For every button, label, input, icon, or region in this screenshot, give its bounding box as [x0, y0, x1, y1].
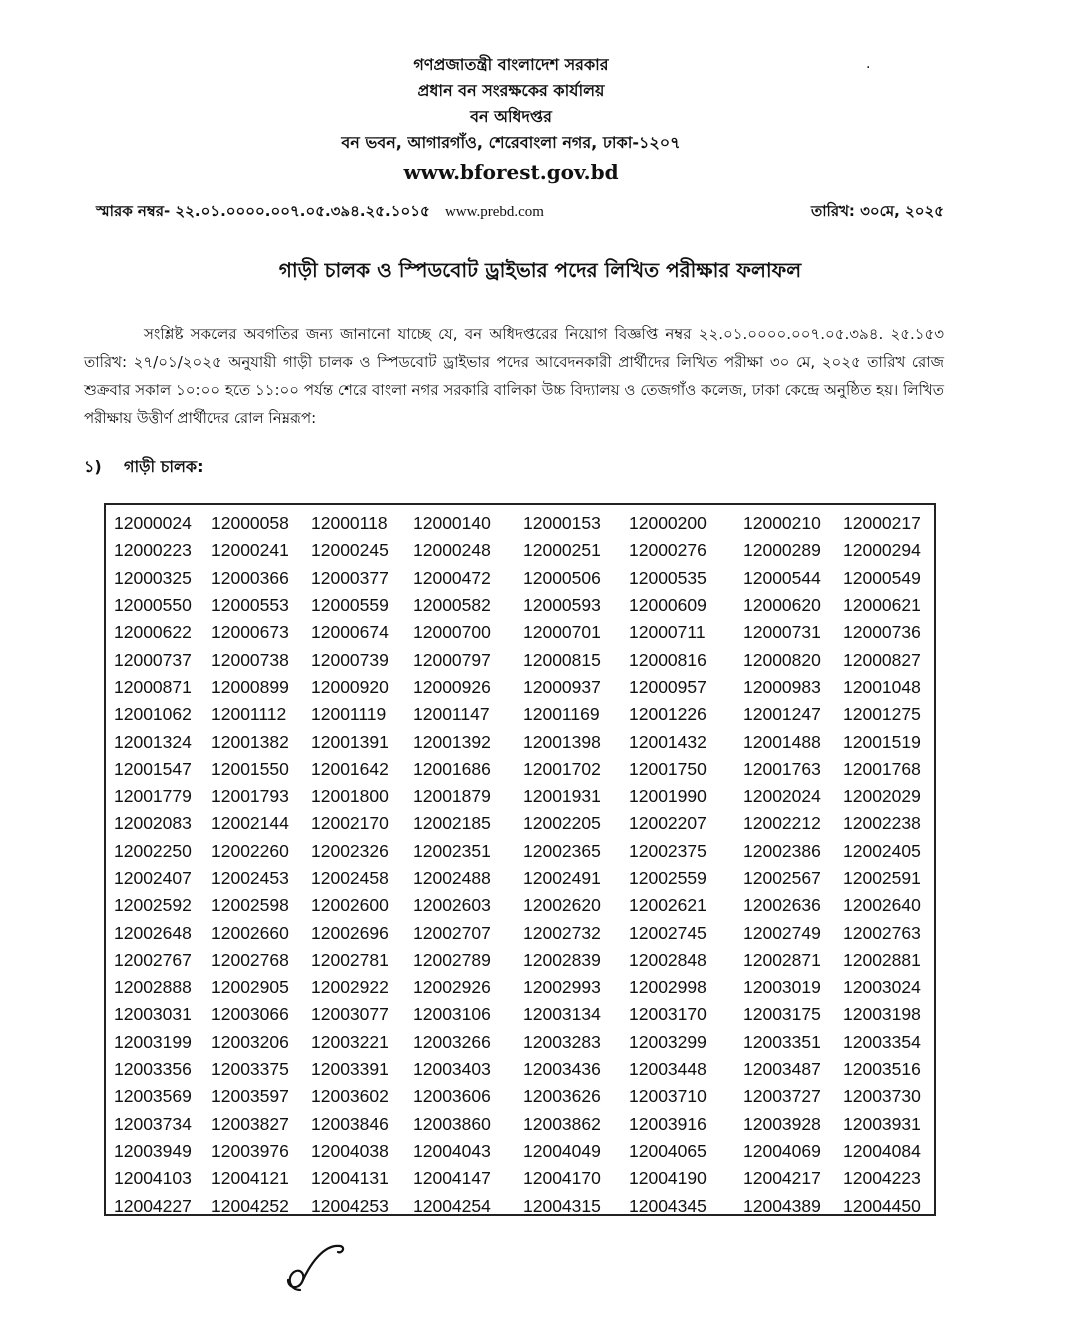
roll-number: 12000983: [743, 676, 821, 697]
table-row: [114, 756, 933, 783]
roll-number: 12003019: [743, 977, 821, 998]
roll-number: 12004315: [523, 1195, 601, 1216]
roll-number: 12002407: [114, 868, 192, 888]
roll-number: 12002170: [311, 813, 389, 834]
roll-number: 12000200: [629, 513, 707, 534]
roll-number: 12003710: [629, 1086, 707, 1107]
roll-number: 12002848: [629, 949, 707, 970]
roll-number: 12000251: [523, 540, 601, 561]
table-row: [114, 892, 933, 919]
table-row: [114, 728, 933, 755]
roll-number: 12000153: [523, 513, 601, 534]
table-row: [114, 701, 933, 728]
memo-row: [96, 200, 944, 225]
roll-number: 12002926: [413, 977, 491, 998]
roll-number: 12004170: [523, 1168, 601, 1189]
roll-number: 12000620: [743, 595, 821, 616]
roll-number: 12003916: [629, 1113, 707, 1134]
roll-number: 12002591: [843, 868, 921, 888]
table-row: [114, 1029, 933, 1056]
roll-number: 12004103: [114, 1168, 192, 1189]
section-heading: [84, 454, 204, 481]
signature: [276, 1238, 356, 1302]
roll-number: 12001990: [629, 786, 707, 807]
roll-number: 12002905: [211, 977, 289, 998]
roll-number: 12003199: [114, 1031, 192, 1052]
roll-number: 12003727: [743, 1086, 821, 1107]
roll-number: 12004131: [311, 1168, 389, 1189]
roll-number: 12000553: [211, 595, 289, 616]
roll-number: 12000325: [114, 567, 192, 588]
table-row: [114, 974, 933, 1001]
website-link[interactable]: www.bforest.gov.bd: [403, 160, 619, 184]
table-row: [114, 619, 933, 646]
roll-number: 12000816: [629, 649, 707, 670]
roll-number: 12002185: [413, 813, 491, 834]
roll-number: 12002763: [843, 922, 921, 943]
roll-number: 12001247: [743, 704, 821, 725]
roll-number: 12003351: [743, 1031, 821, 1052]
roll-number: 12001062: [114, 704, 192, 725]
roll-number: 12002260: [211, 840, 289, 861]
roll-number: 12004217: [743, 1168, 821, 1189]
watermark-text: www.prebd.com: [444, 204, 544, 220]
office-address: বন ভবন, আগারগাঁও, শেরেবাংলা নগর, ঢাকা-১২০৭: [341, 133, 681, 152]
roll-number: 12000731: [743, 622, 821, 643]
roll-number: 12000140: [413, 513, 491, 534]
roll-number: 12000223: [114, 540, 192, 561]
roll-number: 12001488: [743, 731, 821, 752]
roll-number: 12001382: [211, 731, 289, 752]
table-row: [114, 838, 933, 865]
roll-number: 12000289: [743, 540, 821, 561]
roll-number: 12000957: [629, 676, 707, 697]
roll-number: 12000871: [114, 676, 192, 697]
table-row: [114, 565, 933, 592]
roll-number: 12003175: [743, 1004, 821, 1025]
roll-number: 12002732: [523, 922, 601, 943]
roll-number: 12002888: [114, 977, 192, 998]
roll-number: 12000827: [843, 649, 921, 670]
roll-number: 12000609: [629, 595, 707, 616]
roll-number: 12002207: [629, 813, 707, 834]
roll-number: 12002660: [211, 922, 289, 943]
roll-number: 12000024: [114, 513, 192, 534]
roll-number: 12004043: [413, 1140, 491, 1161]
table-row: [114, 510, 933, 537]
table-row: [114, 1001, 933, 1028]
memo-date: তারিখ: ৩০মে, ২০২৫: [810, 202, 944, 220]
department-name: বন অধিদপ্তর: [470, 107, 552, 126]
roll-number: 12000535: [629, 567, 707, 588]
roll-number: 12002998: [629, 977, 707, 998]
roll-number: 12002326: [311, 840, 389, 861]
roll-number: 12000920: [311, 676, 389, 697]
roll-number: 12004038: [311, 1140, 389, 1161]
roll-number: 12001800: [311, 786, 389, 807]
roll-number: 12002238: [843, 813, 921, 834]
roll-number: 12000377: [311, 567, 389, 588]
roll-number: 12000737: [114, 649, 192, 670]
roll-number: 12002083: [114, 813, 192, 834]
roll-number: 12004065: [629, 1140, 707, 1161]
roll-number: 12002922: [311, 977, 389, 998]
roll-number: 12000544: [743, 567, 821, 588]
roll-number: 12003846: [311, 1113, 389, 1134]
table-row: [114, 919, 933, 946]
roll-number: 12000217: [843, 513, 921, 534]
roll-number: 12001879: [413, 786, 491, 807]
roll-number: 12002559: [629, 868, 707, 888]
roll-number: 12002351: [413, 840, 491, 861]
roll-number: 12003602: [311, 1086, 389, 1107]
roll-number: 12002491: [523, 868, 601, 888]
roll-number: 12000899: [211, 676, 289, 697]
roll-number: 12000621: [843, 595, 921, 616]
roll-number: 12001642: [311, 758, 389, 779]
roll-number: 12003170: [629, 1004, 707, 1025]
roll-number: 12000506: [523, 567, 601, 588]
signature-mark: [276, 1238, 356, 1298]
roll-number: 12000210: [743, 513, 821, 534]
roll-number: 12001112: [211, 704, 287, 725]
roll-number: 12003077: [311, 1004, 389, 1025]
roll-number: 12001550: [211, 758, 289, 779]
roll-number: 12003221: [311, 1031, 389, 1052]
roll-number: 12001702: [523, 758, 601, 779]
roll-number: 12002881: [843, 949, 921, 970]
roll-number: 12000472: [413, 567, 491, 588]
roll-number: 12000294: [843, 540, 921, 561]
roll-number: 12000118: [311, 513, 388, 534]
roll-number: 12003198: [843, 1004, 921, 1025]
roll-number: 12002488: [413, 868, 491, 888]
roll-table-box: [104, 503, 936, 1216]
roll-number: 12000739: [311, 649, 389, 670]
roll-number: 12004227: [114, 1195, 192, 1216]
roll-number: 12000366: [211, 567, 289, 588]
roll-number: 12003266: [413, 1031, 491, 1052]
roll-number: 12000549: [843, 567, 921, 588]
roll-number: 12003448: [629, 1059, 707, 1080]
roll-number: 12000700: [413, 622, 491, 643]
notice-title: গাড়ী চালক ও স্পিডবোট ড্রাইভার পদের লিখিত পরীক্ষার ফলাফল: [278, 258, 802, 282]
roll-number: 12001931: [523, 786, 601, 807]
roll-number: 12001147: [413, 704, 490, 725]
roll-number: 12004253: [311, 1195, 389, 1216]
roll-number: 12003626: [523, 1086, 601, 1107]
roll-number: 12001686: [413, 758, 491, 779]
roll-number: 12000738: [211, 649, 289, 670]
roll-number: 12003436: [523, 1059, 601, 1080]
roll-number: 12002789: [413, 949, 491, 970]
roll-number: 12002781: [311, 949, 389, 970]
roll-number: 12001768: [843, 758, 921, 779]
roll-number: 12000550: [114, 595, 192, 616]
roll-number: 12001779: [114, 786, 192, 807]
roll-table: [114, 510, 933, 1220]
roll-number: 12002212: [743, 813, 821, 834]
roll-number: 12000622: [114, 622, 192, 643]
roll-number: 12003106: [413, 1004, 491, 1025]
roll-number: 12003403: [413, 1059, 491, 1080]
roll-number: 12002603: [413, 895, 491, 916]
roll-number: 12003516: [843, 1059, 921, 1080]
roll-number: 12000674: [311, 622, 389, 643]
roll-number: 12003066: [211, 1004, 289, 1025]
roll-number: 12000241: [211, 540, 289, 561]
roll-number: 12003487: [743, 1059, 821, 1080]
roll-number: 12000926: [413, 676, 491, 697]
roll-number: 12000559: [311, 595, 389, 616]
roll-number: 12004389: [743, 1195, 821, 1216]
roll-number: 12001750: [629, 758, 707, 779]
roll-number: 12000815: [523, 649, 601, 670]
roll-number: 12003354: [843, 1031, 921, 1052]
roll-number: 12002365: [523, 840, 601, 861]
roll-number: 12002144: [211, 813, 289, 834]
roll-number: 12004147: [413, 1168, 491, 1189]
roll-number: 12002453: [211, 868, 289, 888]
roll-number: 12000711: [629, 622, 706, 643]
roll-number: 12003931: [843, 1113, 921, 1134]
roll-number: 12002707: [413, 922, 491, 943]
table-row: [114, 865, 933, 892]
roll-number: 12002598: [211, 895, 289, 916]
roll-number: 12003597: [211, 1086, 289, 1107]
roll-number: 12002405: [843, 840, 921, 861]
roll-number: 12003375: [211, 1059, 289, 1080]
roll-number: 12003976: [211, 1140, 289, 1161]
table-row: [114, 810, 933, 837]
roll-number: 12002592: [114, 895, 192, 916]
roll-number: 12002648: [114, 922, 192, 943]
roll-number: 12003569: [114, 1086, 192, 1107]
roll-number: 12001763: [743, 758, 821, 779]
roll-number: 12003949: [114, 1140, 192, 1161]
roll-number: 12003862: [523, 1113, 601, 1134]
memo-number: স্মারক নম্বর- ২২.০১.০০০০.০০৭.০৫.৩৯৪.২৫.১০১৫: [96, 202, 430, 220]
roll-number: 12003283: [523, 1031, 601, 1052]
notice-paragraph: সংশ্লিষ্ট সকলের অবগতির জন্য জানানো যাচ্ছে যে, বন অধিদপ্তরের নিয়োগ বিজ্ঞপ্তি নম্বর ২২.০১.০০০০.০০৭.০৫.৩৯৪. ২৫.১৫৩ তারিখ: ২৭/০১/২০২৫ অনুযায়ী গাড়ী চালক ও স্পিডবোট ড্রাইভার পদের আবেদনকারী প্রার্থীদের লিখিত পরীক্ষা ৩০ মে, ২০২৫ তারিখ রোজ শুক্রবার সকাল ১০:০০ হতে ১১:০০ পর্যন্ত শেরে বাংলা নগর সরকারি বালিকা উচ্চ বিদ্যালয় ও তেজগাঁও কলেজ, ঢাকা কেন্দ্রে অনুষ্ঠিত হয়। লিখিত পরীক্ষায় উত্তীর্ণ প্রার্থীদের রোল নিম্নরূপ:: [84, 325, 944, 427]
table-row: [114, 646, 933, 673]
table-row: [114, 1111, 933, 1138]
roll-number: 12000582: [413, 595, 491, 616]
roll-number: 12003391: [311, 1059, 389, 1080]
roll-number: 12004190: [629, 1168, 707, 1189]
roll-number: 12002993: [523, 977, 601, 998]
roll-number: 12000673: [211, 622, 289, 643]
roll-number: 12002768: [211, 949, 289, 970]
table-row: [114, 1165, 933, 1192]
roll-number: 12001519: [843, 731, 921, 752]
roll-number: 12001547: [114, 758, 192, 779]
roll-number: 12001793: [211, 786, 289, 807]
memo-number-block: [96, 202, 544, 220]
roll-number: 12003206: [211, 1031, 289, 1052]
roll-number: 12003031: [114, 1004, 192, 1025]
roll-number: 12001391: [311, 731, 389, 752]
roll-number: 12000797: [413, 649, 491, 670]
roll-number: 12002749: [743, 922, 821, 943]
roll-number: 12000276: [629, 540, 707, 561]
roll-number: 12003928: [743, 1113, 821, 1134]
roll-number: 12004121: [211, 1168, 289, 1189]
roll-number: 12002636: [743, 895, 821, 916]
table-row: [114, 674, 933, 701]
roll-number: 12000058: [211, 513, 289, 534]
roll-number: 12000245: [311, 540, 389, 561]
roll-number: 12001119: [311, 704, 387, 725]
roll-number: 12003730: [843, 1086, 921, 1107]
roll-number: 12002696: [311, 922, 389, 943]
section-number: ১): [84, 457, 102, 476]
roll-number: 12002621: [629, 895, 707, 916]
office-name: প্রধান বন সংরক্ষকের কার্যালয়: [417, 81, 605, 100]
roll-number: 12000701: [523, 622, 601, 643]
roll-number: 12002024: [743, 786, 821, 807]
roll-number: 12004345: [629, 1195, 707, 1216]
roll-number: 12001324: [114, 731, 192, 752]
table-row: [114, 1192, 933, 1219]
roll-number: 12001275: [843, 704, 921, 725]
roll-number: 12002600: [311, 895, 389, 916]
roll-number: 12003606: [413, 1086, 491, 1107]
roll-number: 12003860: [413, 1113, 491, 1134]
roll-number: 12002640: [843, 895, 921, 916]
govt-name: গণপ্রজাতন্ত্রী বাংলাদেশ সরকার: [413, 55, 609, 74]
table-row: [114, 537, 933, 564]
roll-number: 12002375: [629, 840, 707, 861]
roll-number: 12001048: [843, 676, 921, 697]
roll-number: 12004254: [413, 1195, 491, 1216]
table-row: [114, 783, 933, 810]
roll-number: 12003356: [114, 1059, 192, 1080]
roll-number: 12003827: [211, 1113, 289, 1134]
roll-number: 12003024: [843, 977, 921, 998]
table-row: [114, 1138, 933, 1165]
roll-number: 12000736: [843, 622, 921, 643]
roll-number: 12004084: [843, 1140, 921, 1161]
section-label: গাড়ী চালক:: [124, 457, 204, 476]
roll-number: 12003134: [523, 1004, 601, 1025]
roll-number: 12004049: [523, 1140, 601, 1161]
roll-number: 12004252: [211, 1195, 289, 1216]
roll-number: 12004069: [743, 1140, 821, 1161]
roll-number: 12000937: [523, 676, 601, 697]
roll-number: 12002620: [523, 895, 601, 916]
table-row: [114, 947, 933, 974]
table-row: [114, 1083, 933, 1110]
roll-number: 12001392: [413, 731, 491, 752]
roll-number: 12001169: [523, 704, 600, 725]
roll-number: 12002567: [743, 868, 821, 888]
table-row: [114, 1056, 933, 1083]
stray-mark: ·: [866, 60, 871, 76]
roll-number: 12002767: [114, 949, 192, 970]
roll-number: 12002205: [523, 813, 601, 834]
table-row: [114, 592, 933, 619]
roll-number: 12002458: [311, 868, 389, 888]
roll-number: 12002386: [743, 840, 821, 861]
roll-number: 12000820: [743, 649, 821, 670]
roll-number: 12000248: [413, 540, 491, 561]
roll-number: 12000593: [523, 595, 601, 616]
roll-number: 12003734: [114, 1113, 192, 1134]
roll-number: 12002871: [743, 949, 821, 970]
roll-number: 12001226: [629, 704, 707, 725]
roll-number: 12003299: [629, 1031, 707, 1052]
roll-number: 12002745: [629, 922, 707, 943]
roll-number: 12004450: [843, 1195, 921, 1216]
roll-number: 12002250: [114, 840, 192, 861]
roll-number: 12001432: [629, 731, 707, 752]
roll-number: 12001398: [523, 731, 601, 752]
roll-number: 12002029: [843, 786, 921, 807]
roll-number: 12002839: [523, 949, 601, 970]
roll-number: 12004223: [843, 1168, 921, 1189]
